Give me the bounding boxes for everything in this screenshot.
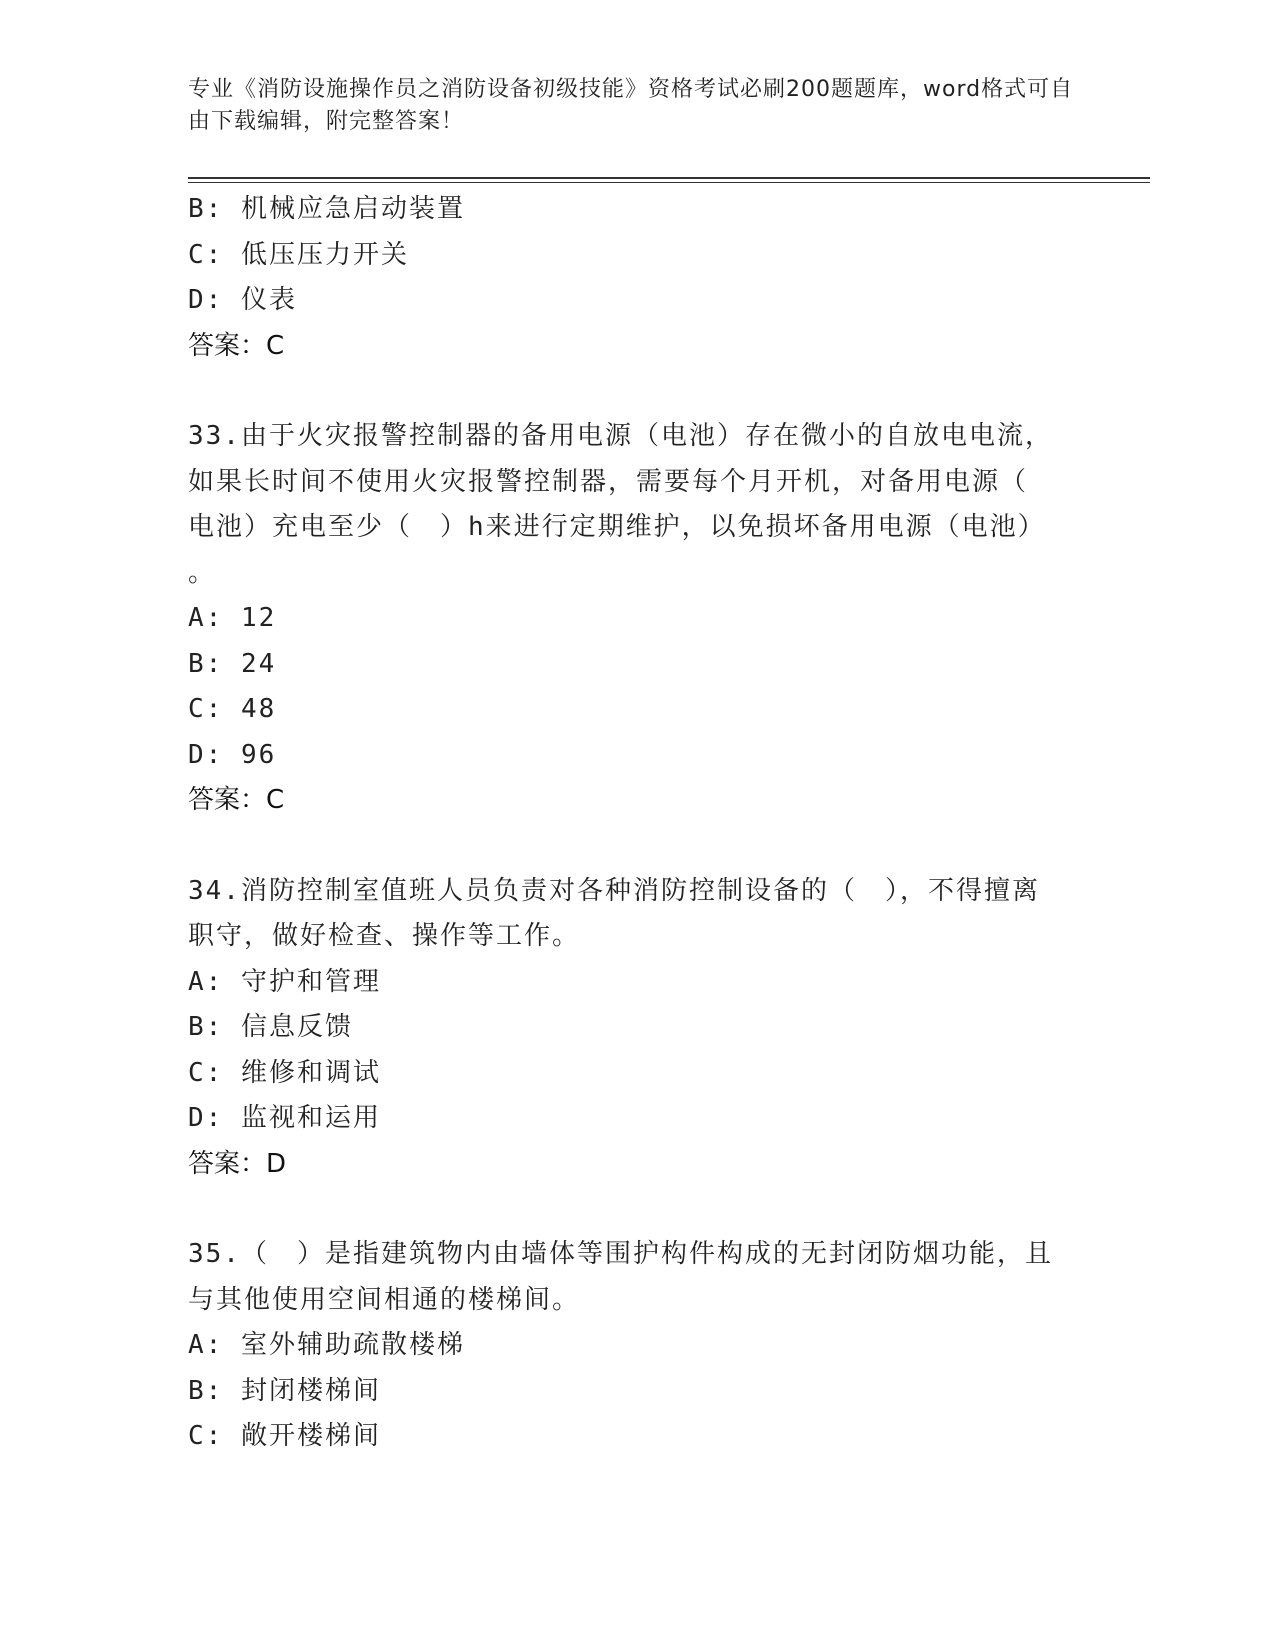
spacer	[188, 369, 1088, 414]
option-d: D: 96	[188, 739, 277, 770]
option-a: A: 室外辅助疏散楼梯	[188, 1330, 465, 1360]
option-b: B: 机械应急启动装置	[188, 194, 465, 224]
question-text-line: 如果长时间不使用火灾报警控制器，需要每个月开机，对备用电源（	[188, 466, 1029, 497]
answer: 答案：C	[188, 330, 285, 361]
option-d: D: 监视和运用	[188, 1103, 381, 1133]
option-a: A: 12	[188, 603, 277, 633]
question-text-line: 34.消防控制室值班人员负责对各种消防控制设备的（ ），不得擅离	[188, 875, 1040, 906]
question-text-line: 电池）充电至少（ ）h来进行定期维护，以免损坏备用电源（电池）	[188, 512, 1046, 542]
header-rule-thin	[188, 182, 1150, 183]
question-text-line: 职守，做好检查、操作等工作。	[188, 921, 581, 951]
question-text-line: 35.（ ）是指建筑物内由墙体等围护构件构成的无封闭防烟功能，且	[188, 1239, 1053, 1269]
option-c: C: 维修和调试	[188, 1057, 381, 1088]
document-header: 专业《消防设施操作员之消防设备初级技能》资格考试必刷200题题库，word格式可自由下载编辑，附完整答案！	[188, 77, 1074, 134]
question-33	[188, 414, 1088, 824]
answer: 答案：C	[188, 785, 285, 815]
option-d: D: 仪表	[188, 285, 297, 315]
option-c: C: 低压压力开关	[188, 239, 409, 270]
question-35	[188, 1232, 1088, 1460]
option-c: C: 48	[188, 694, 277, 724]
option-b: B: 封闭楼梯间	[188, 1375, 381, 1406]
option-c: C: 敞开楼梯间	[188, 1421, 381, 1451]
question-text-line: 33.由于火灾报警控制器的备用电源（电池）存在微小的自放电电流，	[188, 421, 1053, 451]
question-34	[188, 869, 1088, 1188]
option-a: A: 守护和管理	[188, 966, 381, 997]
option-b: B: 信息反馈	[188, 1012, 353, 1042]
answer: 答案：D	[188, 1148, 287, 1179]
spacer	[188, 1187, 1088, 1232]
question-text-line: 。	[188, 557, 217, 588]
question-text-line: 与其他使用空间相通的楼梯间。	[188, 1284, 581, 1315]
question-list	[188, 187, 1088, 1460]
option-b: B: 24	[188, 648, 277, 679]
header-rule	[188, 177, 1150, 179]
question-32-tail	[188, 187, 1088, 369]
spacer	[188, 824, 1088, 869]
